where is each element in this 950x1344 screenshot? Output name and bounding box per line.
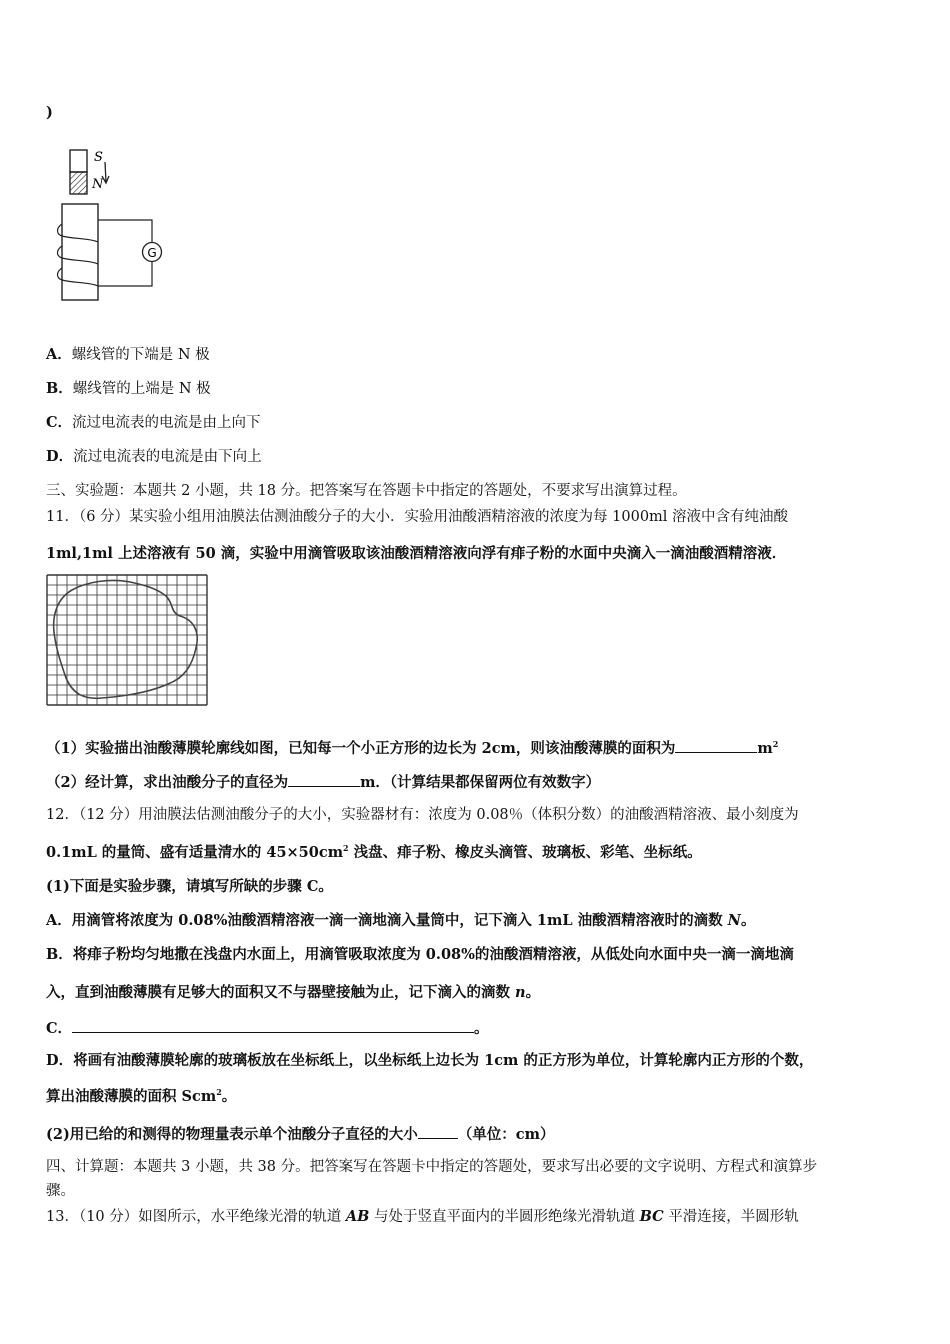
section4-line1: 四、计算题：本题共 3 小题，共 38 分。把答案写在答题卡中指定的答题处，要求写出必要的文字说明、方程式和演算步: [46, 1159, 818, 1175]
option-c: C．流过电流表的电流是由上向下: [46, 414, 261, 431]
q12-sub2: (2)用已给的和测得的物理量表示单个油酸分子直径的大小 （单位：cm）: [46, 1126, 555, 1143]
q12-step-b-line2: 入，直到油酸薄膜有足够大的面积又不与器壁接触为止，记下滴入的滴数 n。: [46, 984, 541, 1001]
q12-step-d-line1: D．将画有油酸薄膜轮廓的玻璃板放在坐标纸上，以坐标纸上边长为 1cm 的正方形为单位，计算轮廓内正方形的个数，: [46, 1052, 814, 1069]
label-s: S: [94, 150, 103, 165]
q12-sub1: (1)下面是实验步骤，请填写所缺的步骤 C。: [46, 878, 333, 895]
bar-magnet: [70, 150, 87, 194]
q12-line2: 0.1mL 的量筒、盛有适量清水的 $45\times 50cm^2$ 浅盘、痱子粉、橡皮头滴管、玻璃板、彩笔、坐标纸。: [46, 843, 702, 861]
oil-film-outline: [54, 580, 198, 698]
q12-step-c: C． 。: [46, 1020, 489, 1037]
q12-step-a: A．用滴管将浓度为 0.08%油酸酒精溶液一滴一滴地滴入量筒中，记下滴入 1mL 油酸酒精溶液时的滴数 N。: [46, 912, 756, 929]
label-n: N: [92, 177, 104, 192]
solenoid-figure: [52, 146, 170, 304]
solenoid: [58, 204, 99, 300]
galvanometer: [143, 243, 162, 262]
oil-film-grid-figure: [46, 574, 208, 712]
q12-step-b-line1: B．将痱子粉均匀地撒在浅盘内水面上，用滴管吸取浓度为 0.08%的油酸酒精溶液，从低处向水面中央一滴一滴地滴: [46, 946, 794, 963]
q13-line1: 13．（10 分）如图所示，水平绝缘光滑的轨道 AB 与处于竖直平面内的半圆形绝缘光滑轨道 BC 平滑连接，半圆形轨: [46, 1208, 799, 1225]
q11-part2: （2）经计算，求出油酸分子的直径为 m．（计算结果都保留两位有效数字）: [46, 774, 601, 791]
option-d: D．流过电流表的电流是由下向上: [46, 448, 262, 465]
q11-part1: （1）实验描出油酸薄膜轮廓线如图，已知每一个小正方形的边长为 2cm，则该油酸薄膜的面积为 $m^2$: [46, 739, 779, 757]
q12-step-d-line2: 算出油酸薄膜的面积 Scm$^2$。: [46, 1087, 237, 1105]
section4-line2: 骤。: [46, 1183, 75, 1199]
top-fragment: ): [46, 104, 53, 121]
galvanometer-label: G: [147, 246, 157, 260]
option-a: A．螺线管的下端是 N 极: [46, 346, 210, 363]
section3-heading: 三、实验题：本题共 2 小题，共 18 分。把答案写在答题卡中指定的答题处，不要求写出演算过程。: [46, 483, 687, 499]
q12-line1: 12．（12 分）用油膜法估测油酸分子的大小，实验器材有：浓度为 0.08％（体积分数）的油酸酒精溶液、最小刻度为: [46, 807, 799, 823]
q11-line2: 1ml,1ml 上述溶液有 50 滴，实验中用滴管吸取该油酸酒精溶液向浮有痱子粉的水面中央滴入一滴油酸酒精溶液．: [46, 545, 787, 562]
option-b: B．螺线管的上端是 N 极: [46, 380, 211, 397]
q11-line1: 11．（6 分）某实验小组用油膜法估测油酸分子的大小．实验用油酸酒精溶液的浓度为每 1000ml 溶液中含有纯油酸: [46, 509, 789, 525]
